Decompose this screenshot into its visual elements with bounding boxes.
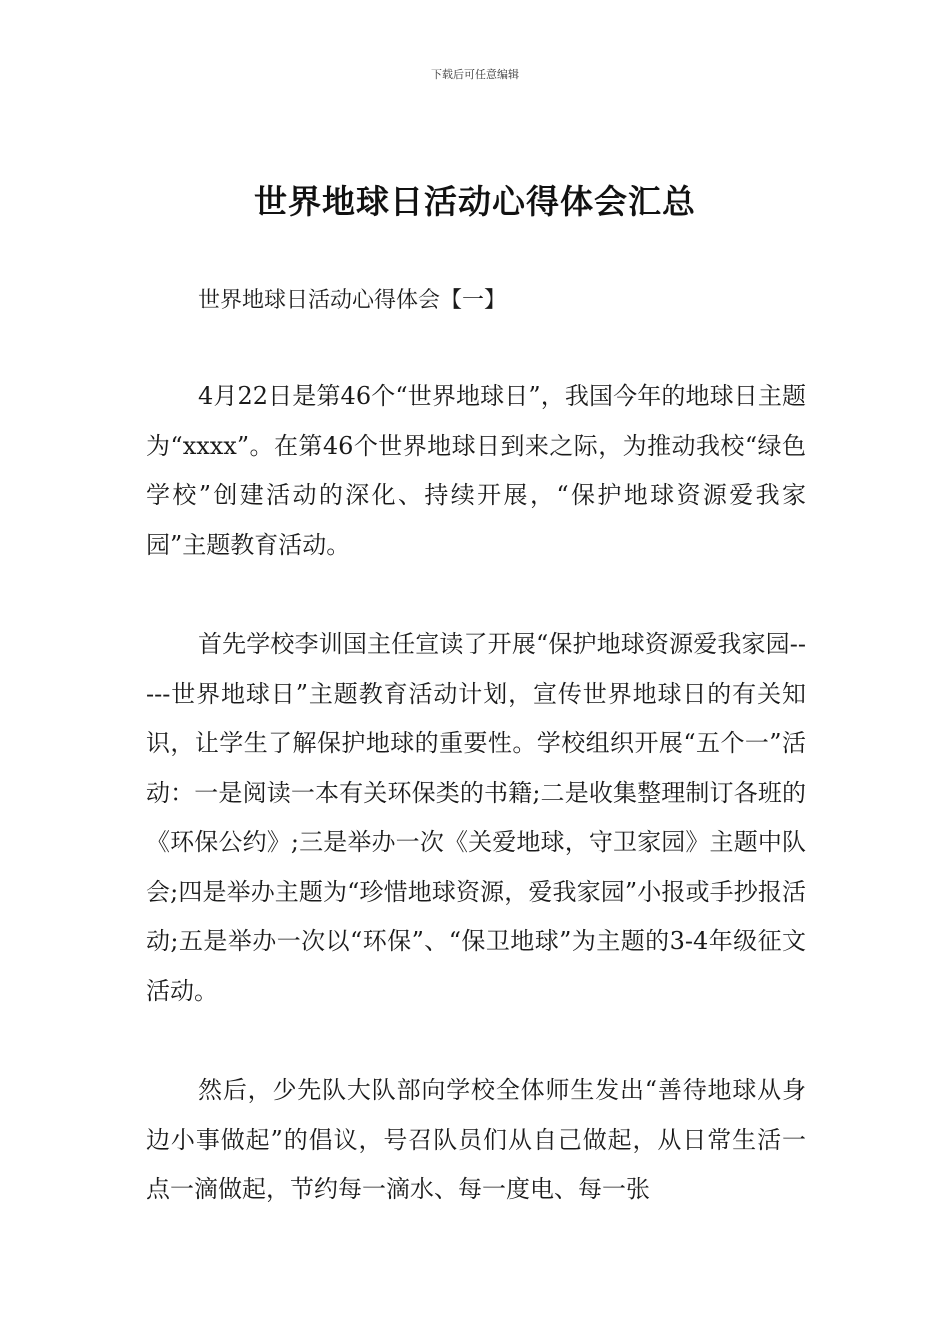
paragraph-1: 4月22日是第46个“世界地球日”，我国今年的地球日主题为“xxxx”。在第46个世界地球日到来之际，为推动我校“绿色学校”创建活动的深化、持续开展，“保护地球资源爱我家园”主题教育活动。: [146, 382, 806, 559]
paragraph-3: 然后，少先队大队部向学校全体师生发出“善待地球从身边小事做起”的倡议，号召队员们从自己做起，从日常生活一点一滴做起，节约每一滴水、每一度电、每一张: [146, 1076, 806, 1203]
header-note: 下载后可任意编辑: [431, 68, 519, 81]
paragraph-2: 首先学校李训国主任宣读了开展“保护地球资源爱我家园-----世界地球日”主题教育活动计划，宣传世界地球日的有关知识，让学生了解保护地球的重要性。学校组织开展“五个一”活动：一是阅读一本有关环保类的书籍;二是收集整理制订各班的《环保公约》;三是举办一次《关爱地球，守卫家园》主题中队会;四是举办主题为“珍惜地球资源，爱我家园”小报或手抄报活动;五是举办一次以“环保”、“保卫地球”为主题的3-4年级征文活动。: [146, 630, 806, 1005]
document-body: [146, 282, 806, 1215]
document-title: 世界地球日活动心得体会汇总: [254, 182, 696, 221]
section-heading: 世界地球日活动心得体会【一】: [198, 288, 507, 313]
